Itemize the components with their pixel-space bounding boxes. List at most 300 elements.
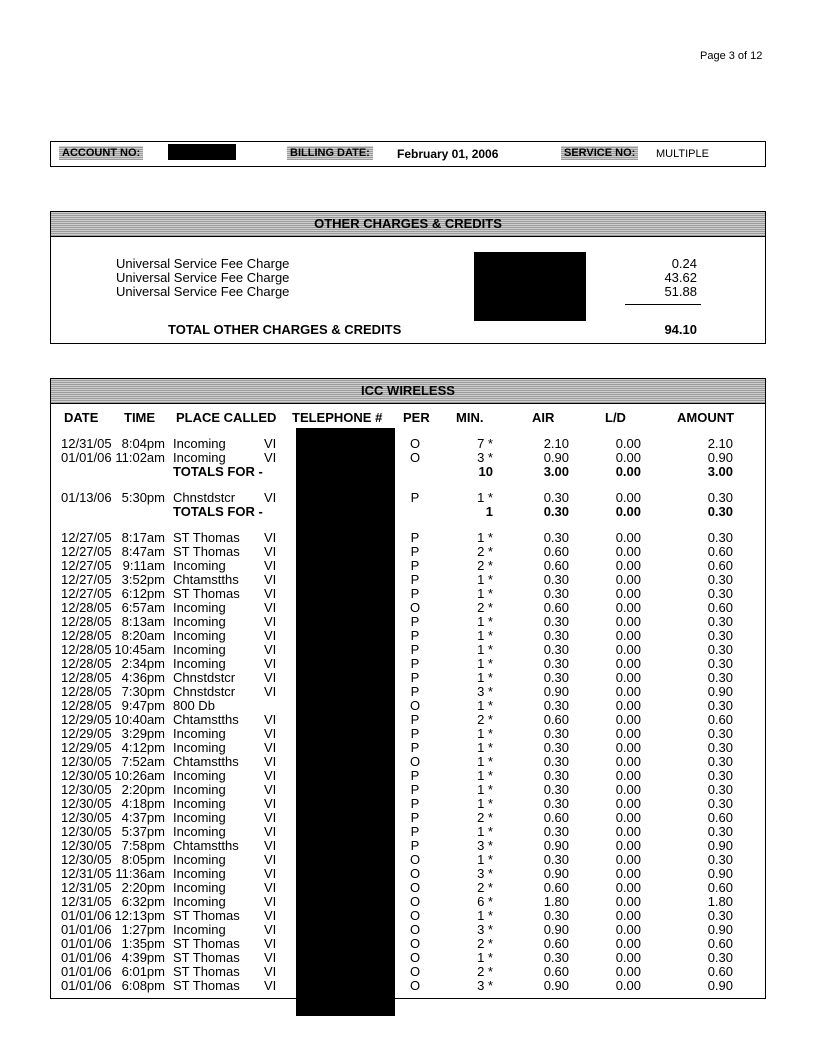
cell-st: VI [264,838,277,853]
cell-time: 8:47am [121,544,165,559]
cell-per: P [410,656,420,671]
cell-time: 8:04pm [121,436,165,451]
cell-min: 3 * [477,922,493,937]
cell-amount: 2.10 [707,436,733,451]
cell-place: Incoming [173,894,226,909]
cell-ld: 0.00 [615,978,641,993]
cell-air: 0.90 [543,684,569,699]
cell-per: P [410,558,420,573]
cell-time: 8:17am [121,530,165,545]
cell-time: 2:34pm [121,656,165,671]
table-row [51,909,765,923]
total-min: 1 [485,504,493,519]
cell-per: P [410,628,420,643]
cell-place: Incoming [173,450,226,465]
cell-air: 0.30 [543,768,569,783]
cell-place: Incoming [173,866,226,881]
cell-time: 11:02am [115,450,165,465]
cell-amount: 0.30 [707,490,733,505]
cell-min: 2 * [477,936,493,951]
cell-per: O [409,852,421,867]
cell-st: VI [264,712,277,727]
table-row [51,643,765,657]
table-row [51,755,765,769]
table-row [51,657,765,671]
table-row [51,437,765,451]
table-row [51,587,765,601]
cell-ld: 0.00 [615,712,641,727]
cell-ld: 0.00 [615,450,641,465]
totals-row [51,465,765,479]
cell-place: Chtamstths [173,838,239,853]
cell-per: P [410,544,420,559]
cell-st: VI [264,642,277,657]
table-row [51,559,765,573]
cell-st: VI [264,530,277,545]
total-amount: 3.00 [707,464,733,479]
cell-st: VI [264,572,277,587]
cell-air: 0.30 [543,824,569,839]
other-charge-amount: 43.62 [664,270,697,285]
service-no-label: SERVICE NO: [561,146,638,160]
cell-date: 12/27/05 [61,572,112,587]
other-charges-total-amount: 94.10 [664,322,697,337]
total-ld: 0.00 [615,464,641,479]
cell-amount: 0.60 [707,544,733,559]
cell-ld: 0.00 [615,922,641,937]
cell-per: O [409,908,421,923]
cell-per: P [410,530,420,545]
cell-place: Incoming [173,642,226,657]
billing-date-label: BILLING DATE: [287,146,373,160]
total-label: TOTALS FOR - [173,464,263,479]
cell-st: VI [264,824,277,839]
cell-amount: 0.60 [707,810,733,825]
cell-time: 7:58pm [121,838,165,853]
cell-place: ST Thomas [173,964,240,979]
table-row [51,867,765,881]
table-row [51,923,765,937]
col-header-air: AIR [532,410,555,425]
cell-min: 2 * [477,600,493,615]
cell-amount: 0.90 [707,978,733,993]
cell-date: 12/30/05 [61,796,112,811]
table-row [51,741,765,755]
cell-amount: 0.30 [707,908,733,923]
table-row [51,881,765,895]
cell-air: 0.30 [543,670,569,685]
cell-per: P [410,586,420,601]
cell-min: 1 * [477,908,493,923]
cell-min: 1 * [477,614,493,629]
other-charge-label: Universal Service Fee Charge [116,270,290,285]
cell-time: 2:20pm [121,782,165,797]
cell-min: 1 * [477,824,493,839]
cell-date: 12/30/05 [61,782,112,797]
table-row [51,965,765,979]
cell-time: 5:30pm [121,490,165,505]
cell-air: 0.60 [543,712,569,727]
cell-amount: 0.90 [707,684,733,699]
cell-amount: 0.30 [707,852,733,867]
cell-min: 1 * [477,530,493,545]
other-charge-label: Universal Service Fee Charge [116,284,290,299]
cell-st: VI [264,558,277,573]
cell-time: 4:36pm [121,670,165,685]
cell-per: O [409,978,421,993]
icc-wireless-section [50,378,766,999]
cell-amount: 0.30 [707,754,733,769]
cell-time: 4:12pm [121,740,165,755]
cell-air: 0.60 [543,558,569,573]
cell-time: 10:45am [114,642,165,657]
cell-place: Incoming [173,880,226,895]
cell-date: 12/31/05 [61,866,112,881]
cell-st: VI [264,768,277,783]
cell-place: Chtamstths [173,754,239,769]
cell-place: Incoming [173,824,226,839]
cell-date: 12/27/05 [61,586,112,601]
cell-amount: 0.30 [707,628,733,643]
cell-per: O [409,950,421,965]
cell-min: 2 * [477,558,493,573]
cell-ld: 0.00 [615,838,641,853]
account-no-label: ACCOUNT NO: [59,146,143,160]
cell-date: 01/01/06 [61,936,112,951]
cell-amount: 0.60 [707,936,733,951]
cell-date: 12/31/05 [61,894,112,909]
cell-amount: 0.60 [707,712,733,727]
cell-st: VI [264,866,277,881]
cell-st: VI [264,628,277,643]
cell-date: 12/28/05 [61,684,112,699]
other-charge-amount: 51.88 [664,284,697,299]
cell-date: 01/01/06 [61,922,112,937]
cell-amount: 0.30 [707,614,733,629]
cell-time: 6:32pm [121,894,165,909]
cell-per: P [410,838,420,853]
cell-air: 0.30 [543,628,569,643]
cell-per: O [409,880,421,895]
other-charges-redaction [474,252,586,321]
cell-min: 3 * [477,684,493,699]
cell-st: VI [264,880,277,895]
cell-date: 12/31/05 [61,880,112,895]
cell-date: 12/30/05 [61,768,112,783]
cell-min: 3 * [477,450,493,465]
cell-ld: 0.00 [615,740,641,755]
cell-min: 7 * [477,436,493,451]
table-row [51,671,765,685]
table-row [51,951,765,965]
table-row [51,491,765,505]
cell-min: 2 * [477,544,493,559]
cell-ld: 0.00 [615,490,641,505]
table-row [51,531,765,545]
cell-air: 0.30 [543,642,569,657]
cell-st: VI [264,810,277,825]
table-row [51,615,765,629]
cell-min: 1 * [477,726,493,741]
cell-min: 1 * [477,642,493,657]
cell-date: 12/27/05 [61,530,112,545]
cell-min: 1 * [477,656,493,671]
cell-amount: 0.30 [707,824,733,839]
subtotal-rule [625,304,701,305]
cell-ld: 0.00 [615,964,641,979]
cell-place: ST Thomas [173,544,240,559]
cell-date: 01/01/06 [61,908,112,923]
cell-st: VI [264,950,277,965]
cell-ld: 0.00 [615,558,641,573]
cell-ld: 0.00 [615,726,641,741]
cell-per: P [410,796,420,811]
cell-st: VI [264,600,277,615]
account-header [50,141,766,167]
cell-amount: 0.30 [707,726,733,741]
cell-place: Chnstdstcr [173,670,236,685]
cell-amount: 0.90 [707,922,733,937]
cell-date: 01/01/06 [61,978,112,993]
cell-min: 1 * [477,852,493,867]
cell-per: O [409,964,421,979]
cell-ld: 0.00 [615,880,641,895]
cell-air: 0.30 [543,908,569,923]
cell-amount: 0.90 [707,450,733,465]
table-row [51,811,765,825]
cell-ld: 0.00 [615,754,641,769]
table-row [51,451,765,465]
cell-place: Incoming [173,600,226,615]
cell-time: 6:08pm [121,978,165,993]
cell-place: Incoming [173,628,226,643]
cell-date: 01/01/06 [61,950,112,965]
cell-air: 0.60 [543,880,569,895]
cell-st: VI [264,754,277,769]
cell-min: 2 * [477,880,493,895]
cell-per: P [410,684,420,699]
cell-st: VI [264,782,277,797]
cell-min: 1 * [477,670,493,685]
cell-ld: 0.00 [615,600,641,615]
cell-place: Chtamstths [173,572,239,587]
cell-min: 1 * [477,586,493,601]
cell-ld: 0.00 [615,936,641,951]
cell-ld: 0.00 [615,684,641,699]
cell-amount: 0.30 [707,740,733,755]
col-header-ld: L/D [605,410,626,425]
cell-per: P [410,572,420,587]
col-header-amount: AMOUNT [677,410,735,425]
total-air: 0.30 [543,504,569,519]
table-row [51,573,765,587]
other-charges-total-label: TOTAL OTHER CHARGES & CREDITS [168,322,402,337]
cell-place: Chnstdstcr [173,684,236,699]
cell-air: 0.60 [543,964,569,979]
cell-amount: 0.30 [707,698,733,713]
cell-time: 10:26am [114,768,165,783]
cell-ld: 0.00 [615,796,641,811]
cell-ld: 0.00 [615,670,641,685]
total-min: 10 [478,464,493,479]
cell-air: 0.90 [543,450,569,465]
table-row [51,727,765,741]
cell-date: 12/29/05 [61,712,112,727]
table-row [51,853,765,867]
cell-ld: 0.00 [615,586,641,601]
cell-place: ST Thomas [173,530,240,545]
cell-per: P [410,810,420,825]
cell-st: VI [264,740,277,755]
cell-st: VI [264,978,277,993]
cell-air: 0.30 [543,796,569,811]
cell-date: 12/30/05 [61,838,112,853]
cell-per: P [410,740,420,755]
cell-place: Incoming [173,558,226,573]
cell-amount: 0.30 [707,670,733,685]
cell-air: 0.90 [543,838,569,853]
cell-place: 800 Db [173,698,215,713]
cell-per: P [410,614,420,629]
other-charge-label: Universal Service Fee Charge [116,256,290,271]
cell-per: P [410,642,420,657]
account-no-redaction [168,144,236,160]
cell-min: 1 * [477,754,493,769]
table-row [51,769,765,783]
cell-date: 01/13/06 [61,490,112,505]
cell-air: 0.30 [543,572,569,587]
cell-air: 0.90 [543,978,569,993]
cell-air: 0.30 [543,852,569,867]
cell-ld: 0.00 [615,642,641,657]
cell-amount: 0.60 [707,600,733,615]
cell-air: 0.30 [543,726,569,741]
cell-per: P [410,782,420,797]
cell-st: VI [264,894,277,909]
cell-per: O [409,754,421,769]
cell-per: O [409,436,421,451]
cell-time: 12:13pm [114,908,165,923]
cell-place: Incoming [173,782,226,797]
cell-ld: 0.00 [615,824,641,839]
cell-ld: 0.00 [615,530,641,545]
cell-date: 12/29/05 [61,740,112,755]
cell-date: 12/30/05 [61,810,112,825]
cell-place: Incoming [173,810,226,825]
cell-time: 1:35pm [121,936,165,951]
cell-amount: 0.30 [707,572,733,587]
cell-time: 4:37pm [121,810,165,825]
table-row [51,545,765,559]
cell-air: 0.30 [543,698,569,713]
cell-ld: 0.00 [615,810,641,825]
cell-place: Incoming [173,768,226,783]
cell-date: 01/01/06 [61,964,112,979]
cell-date: 12/30/05 [61,824,112,839]
cell-amount: 1.80 [707,894,733,909]
service-no-value: MULTIPLE [656,148,709,160]
cell-place: Incoming [173,436,226,451]
cell-air: 0.30 [543,754,569,769]
cell-ld: 0.00 [615,950,641,965]
cell-air: 0.90 [543,922,569,937]
cell-air: 0.60 [543,936,569,951]
cell-amount: 0.60 [707,964,733,979]
cell-place: Chnstdstcr [173,490,236,505]
cell-st: VI [264,614,277,629]
table-row [51,629,765,643]
cell-min: 2 * [477,964,493,979]
cell-min: 1 * [477,950,493,965]
cell-date: 12/30/05 [61,852,112,867]
cell-time: 11:36am [115,866,165,881]
cell-st: VI [264,586,277,601]
cell-air: 0.30 [543,656,569,671]
cell-date: 12/27/05 [61,544,112,559]
cell-amount: 0.30 [707,656,733,671]
cell-ld: 0.00 [615,544,641,559]
cell-ld: 0.00 [615,656,641,671]
cell-amount: 0.90 [707,838,733,853]
cell-amount: 0.30 [707,586,733,601]
table-row [51,839,765,853]
table-row [51,699,765,713]
cell-date: 12/28/05 [61,670,112,685]
cell-time: 8:20am [121,628,165,643]
cell-min: 1 * [477,740,493,755]
col-header-place: PLACE CALLED [176,410,277,425]
cell-air: 0.30 [543,950,569,965]
col-header-time: TIME [124,410,156,425]
cell-ld: 0.00 [615,908,641,923]
cell-min: 1 * [477,782,493,797]
cell-date: 12/28/05 [61,656,112,671]
cell-place: ST Thomas [173,586,240,601]
cell-time: 6:12pm [121,586,165,601]
cell-time: 5:37pm [121,824,165,839]
cell-air: 0.60 [543,810,569,825]
cell-per: O [409,894,421,909]
cell-amount: 0.30 [707,950,733,965]
cell-date: 12/28/05 [61,600,112,615]
cell-time: 9:11am [122,558,165,573]
cell-ld: 0.00 [615,698,641,713]
cell-min: 2 * [477,712,493,727]
cell-time: 7:30pm [121,684,165,699]
cell-amount: 0.30 [707,642,733,657]
cell-st: VI [264,656,277,671]
other-charges-title: OTHER CHARGES & CREDITS [51,212,765,237]
cell-air: 0.90 [543,866,569,881]
cell-per: P [410,670,420,685]
total-label: TOTALS FOR - [173,504,263,519]
cell-time: 7:52am [121,754,165,769]
col-header-date: DATE [64,410,99,425]
cell-air: 0.30 [543,530,569,545]
cell-ld: 0.00 [615,436,641,451]
cell-amount: 0.30 [707,796,733,811]
cell-ld: 0.00 [615,768,641,783]
cell-air: 0.30 [543,782,569,797]
cell-st: VI [264,908,277,923]
cell-per: O [409,866,421,881]
telephone-redaction [296,428,395,1016]
table-row [51,895,765,909]
cell-place: Incoming [173,614,226,629]
cell-min: 3 * [477,838,493,853]
cell-st: VI [264,964,277,979]
cell-time: 6:57am [121,600,165,615]
